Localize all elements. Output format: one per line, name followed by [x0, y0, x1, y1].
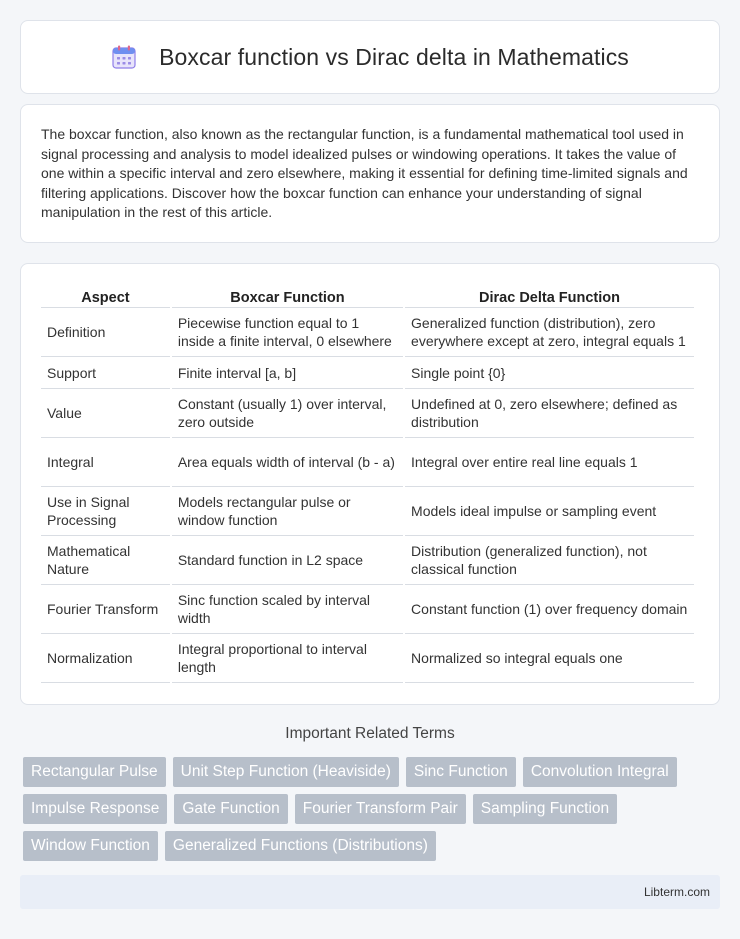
header-aspect: Aspect: [41, 286, 170, 308]
row-dirac: Constant function (1) over frequency domain: [405, 585, 694, 634]
row-aspect: Use in Signal Processing: [41, 487, 170, 536]
tag-fourier-transform-pair[interactable]: Fourier Transform Pair: [295, 794, 466, 824]
table-row: [41, 308, 694, 357]
table-header-row: [41, 286, 694, 308]
tag-rectangular-pulse[interactable]: Rectangular Pulse: [23, 757, 166, 787]
tag-generalized-functions[interactable]: Generalized Functions (Distributions): [165, 831, 436, 861]
row-boxcar: Standard function in L2 space: [172, 536, 403, 585]
comparison-table: [39, 286, 696, 683]
tag-convolution-integral[interactable]: Convolution Integral: [523, 757, 677, 787]
row-aspect: Value: [41, 389, 170, 438]
row-boxcar: Constant (usually 1) over interval, zero outside: [172, 389, 403, 438]
row-dirac: Normalized so integral equals one: [405, 634, 694, 683]
tag-sinc-function[interactable]: Sinc Function: [406, 757, 516, 787]
row-dirac: Undefined at 0, zero elsewhere; defined as distribution: [405, 389, 694, 438]
intro-paragraph: The boxcar function, also known as the rectangular function, is a fundamental mathematical tool used in signal processing and analysis to model idealized pulses or windowing operations. It takes the value of one within a specific interval and zero elsewhere, making it essential for defining time-limited signals and filtering applications. Discover how the boxcar function can enhance your understanding of signal manipulation in the rest of this article.: [41, 126, 688, 220]
related-terms-list: [23, 757, 723, 861]
related-terms-title: Important Related Terms: [285, 725, 455, 742]
table-row: [41, 536, 694, 585]
page-title: Boxcar function vs Dirac delta in Mathematics: [159, 43, 629, 70]
row-aspect: Mathematical Nature: [41, 536, 170, 585]
tag-unit-step-function[interactable]: Unit Step Function (Heaviside): [173, 757, 399, 787]
row-boxcar: Sinc function scaled by interval width: [172, 585, 403, 634]
comparison-card: [20, 263, 720, 705]
tag-gate-function[interactable]: Gate Function: [174, 794, 287, 824]
tag-window-function[interactable]: Window Function: [23, 831, 158, 861]
row-dirac: Generalized function (distribution), zero everywhere except at zero, integral equals 1: [405, 308, 694, 357]
header-card: [20, 20, 720, 94]
row-boxcar: Piecewise function equal to 1 inside a finite interval, 0 elsewhere: [172, 308, 403, 357]
row-dirac: Integral over entire real line equals 1: [405, 438, 694, 487]
row-aspect: Normalization: [41, 634, 170, 683]
table-row: [41, 438, 694, 487]
row-boxcar: Models rectangular pulse or window function: [172, 487, 403, 536]
row-boxcar: Integral proportional to interval length: [172, 634, 403, 683]
table-row: [41, 585, 694, 634]
row-dirac: Distribution (generalized function), not classical function: [405, 536, 694, 585]
row-aspect: Integral: [41, 438, 170, 487]
row-dirac: Models ideal impulse or sampling event: [405, 487, 694, 536]
row-aspect: Fourier Transform: [41, 585, 170, 634]
row-dirac: Single point {0}: [405, 357, 694, 389]
row-boxcar: Finite interval [a, b]: [172, 357, 403, 389]
tag-sampling-function[interactable]: Sampling Function: [473, 794, 617, 824]
table-row: [41, 389, 694, 438]
table-row: [41, 487, 694, 536]
table-row: [41, 634, 694, 683]
row-boxcar: Area equals width of interval (b - a): [172, 438, 403, 487]
header-dirac: Dirac Delta Function: [405, 286, 694, 308]
calendar-icon: [111, 44, 137, 70]
footer-brand-link[interactable]: Libterm.com: [643, 885, 710, 899]
intro-card: [20, 104, 720, 243]
header-boxcar: Boxcar Function: [172, 286, 403, 308]
tag-impulse-response[interactable]: Impulse Response: [23, 794, 167, 824]
table-row: [41, 357, 694, 389]
row-aspect: Support: [41, 357, 170, 389]
row-aspect: Definition: [41, 308, 170, 357]
footer: [20, 875, 720, 909]
